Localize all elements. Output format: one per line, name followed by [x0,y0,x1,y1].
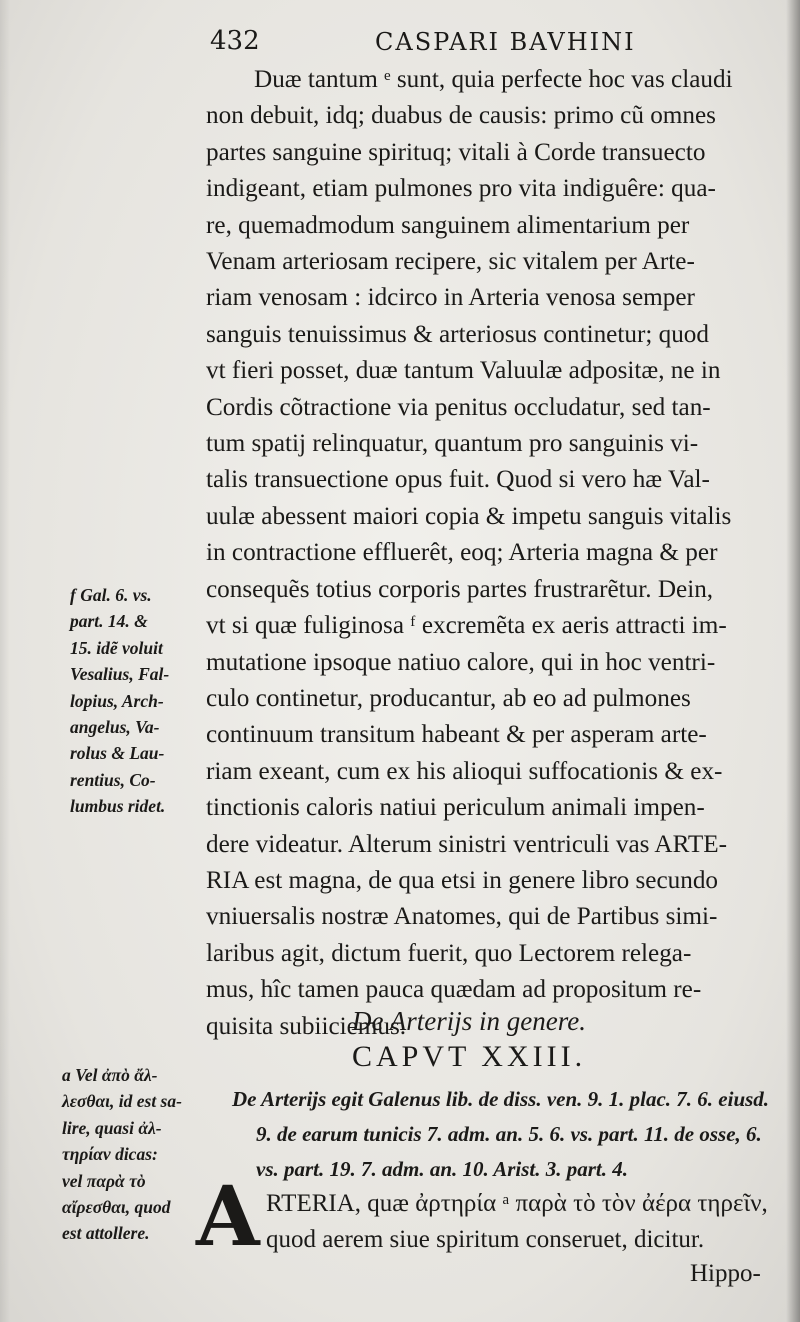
text-line: in contractione effluerêt, eoq; Arteria magna & per [206,539,718,567]
text-line: RIA est magna, de qua etsi in genere libro secundo [206,866,719,894]
text-line: vniuersalis nostræ Anatomes, qui de Partibus simi- [206,903,718,931]
text-line: culo continetur, producantur, ab eo ad pulmones [206,684,691,712]
text-line: mutatione ipsoque natiuo calore, qui in hoc ventri- [206,648,716,676]
margin-note-line: lumbus ridet. [70,796,166,817]
text-line: sanguis tenuissimus & arteriosus continetur; quod [206,320,709,348]
margin-note-line: lopius, Arch- [70,690,164,711]
margin-note-line: λεσθαι, id est sa- [62,1091,182,1112]
citation-line: 9. de earum tunicis 7. adm. an. 5. 6. vs. part. 11. de osse, 6. [256,1122,762,1146]
page-header [210,26,770,62]
text-line: continuum transitum habeant & per asperam arte- [206,721,707,749]
chapter-title: CAPVT XXIII. [352,1040,587,1073]
text-line: Venam arteriosam recipere, sic vitalem per Arte- [206,248,695,276]
margin-note-line: τηρίαν dicas: [62,1144,158,1165]
margin-note-line: Vesalius, Fal- [70,664,170,685]
margin-note-line: rentius, Co- [70,769,156,790]
margin-note-a [62,1062,194,1247]
drop-cap: A [196,1169,260,1265]
margin-note-line: 15. idẽ voluit [70,637,163,658]
text-line: vt fieri posset, duæ tantum Valuulæ adpositæ, ne in [206,357,721,385]
margin-note-line: est attollere. [62,1223,150,1244]
chapter-citations [232,1082,792,1187]
text-line: indigeant, etiam pulmones pro vita indiguêre: qua- [206,175,716,203]
text-line: re, quemadmodum sanguinem alimentarium per [206,211,690,239]
text-line: laribus agit, dictum fuerit, quo Lectorem relega- [206,939,692,967]
margin-note-line: rolus & Lau- [70,743,165,764]
text-line: Duæ tantum ᵉ sunt, quia perfecte hoc vas claudi [254,66,733,93]
text-line: talis transuectione opus fuit. Quod si vero hæ Val- [206,466,710,494]
text-line: uulæ abessent maiori copia & impetu sanguis vitalis [206,502,732,530]
text-line: Cordis cõtractione via penitus occludatur, sed tan- [206,393,711,421]
main-text-block [206,62,776,1045]
text-line: dere videatur. Alterum sinistri ventriculi vas ARTE- [206,830,728,858]
text-line: mus, hîc tamen pauca quædam ad propositum re- [206,976,702,1004]
text-line: RTERIA, quæ ἀρτηρία ᵃ παρὰ τὸ τὸν ἀέρα τηρεῖν, [266,1190,768,1217]
page-edge-shadow [0,0,10,1322]
margin-note-line: angelus, Va- [70,717,160,738]
running-head: CASPARI BAVHINI [375,28,636,56]
margin-note-line: αἴρεσθαι, quod [62,1197,171,1218]
catchword: Hippo- [690,1260,761,1287]
text-line: riam exeant, cum ex his alioqui suffocationis & ex- [206,757,723,785]
citation-line: vs. part. 19. 7. adm. an. 10. Arist. 3. part. 4. [256,1157,629,1181]
margin-note-line: part. 14. & [70,611,148,632]
text-line: tum spatij relinquatur, quantum pro sanguinis vi- [206,430,699,458]
page-number: 432 [210,26,260,56]
text-line: vt si quæ fuliginosa ᶠ excremẽta ex aeris attracti im- [206,612,727,640]
margin-note-f [70,582,202,820]
text-line: tinctionis caloris natiui periculum animali impen- [206,794,705,822]
section-subheading: De Arterijs in genere. [352,1006,586,1036]
citation-line: De Arterijs egit Galenus lib. de diss. ven. 9. 1. plac. 7. 6. eiusd. [232,1087,770,1111]
margin-note-line: a Vel ἀπὸ ἄλ- [62,1065,158,1085]
margin-note-line: lire, quasi ἀλ- [62,1117,162,1138]
margin-note-line: vel παρὰ τὸ [62,1170,146,1191]
text-line: riam venosam : idcirco in Arteria venosa semper [206,284,695,312]
text-line: quisita subiiciemus. [206,1012,407,1040]
text-line: consequẽs totius corporis partes frustrarẽtur. Dein, [206,575,714,603]
text-line: quod aerem siue spiritum conseruet, dicitur. [266,1226,705,1253]
text-line: partes sanguine spirituq; vitali à Corde transuecto [206,138,706,166]
chapter-opening-text [266,1186,786,1258]
margin-note-line: f Gal. 6. vs. [70,585,152,605]
text-line: non debuit, idq; duabus de causis: primo cũ omnes [206,102,716,130]
